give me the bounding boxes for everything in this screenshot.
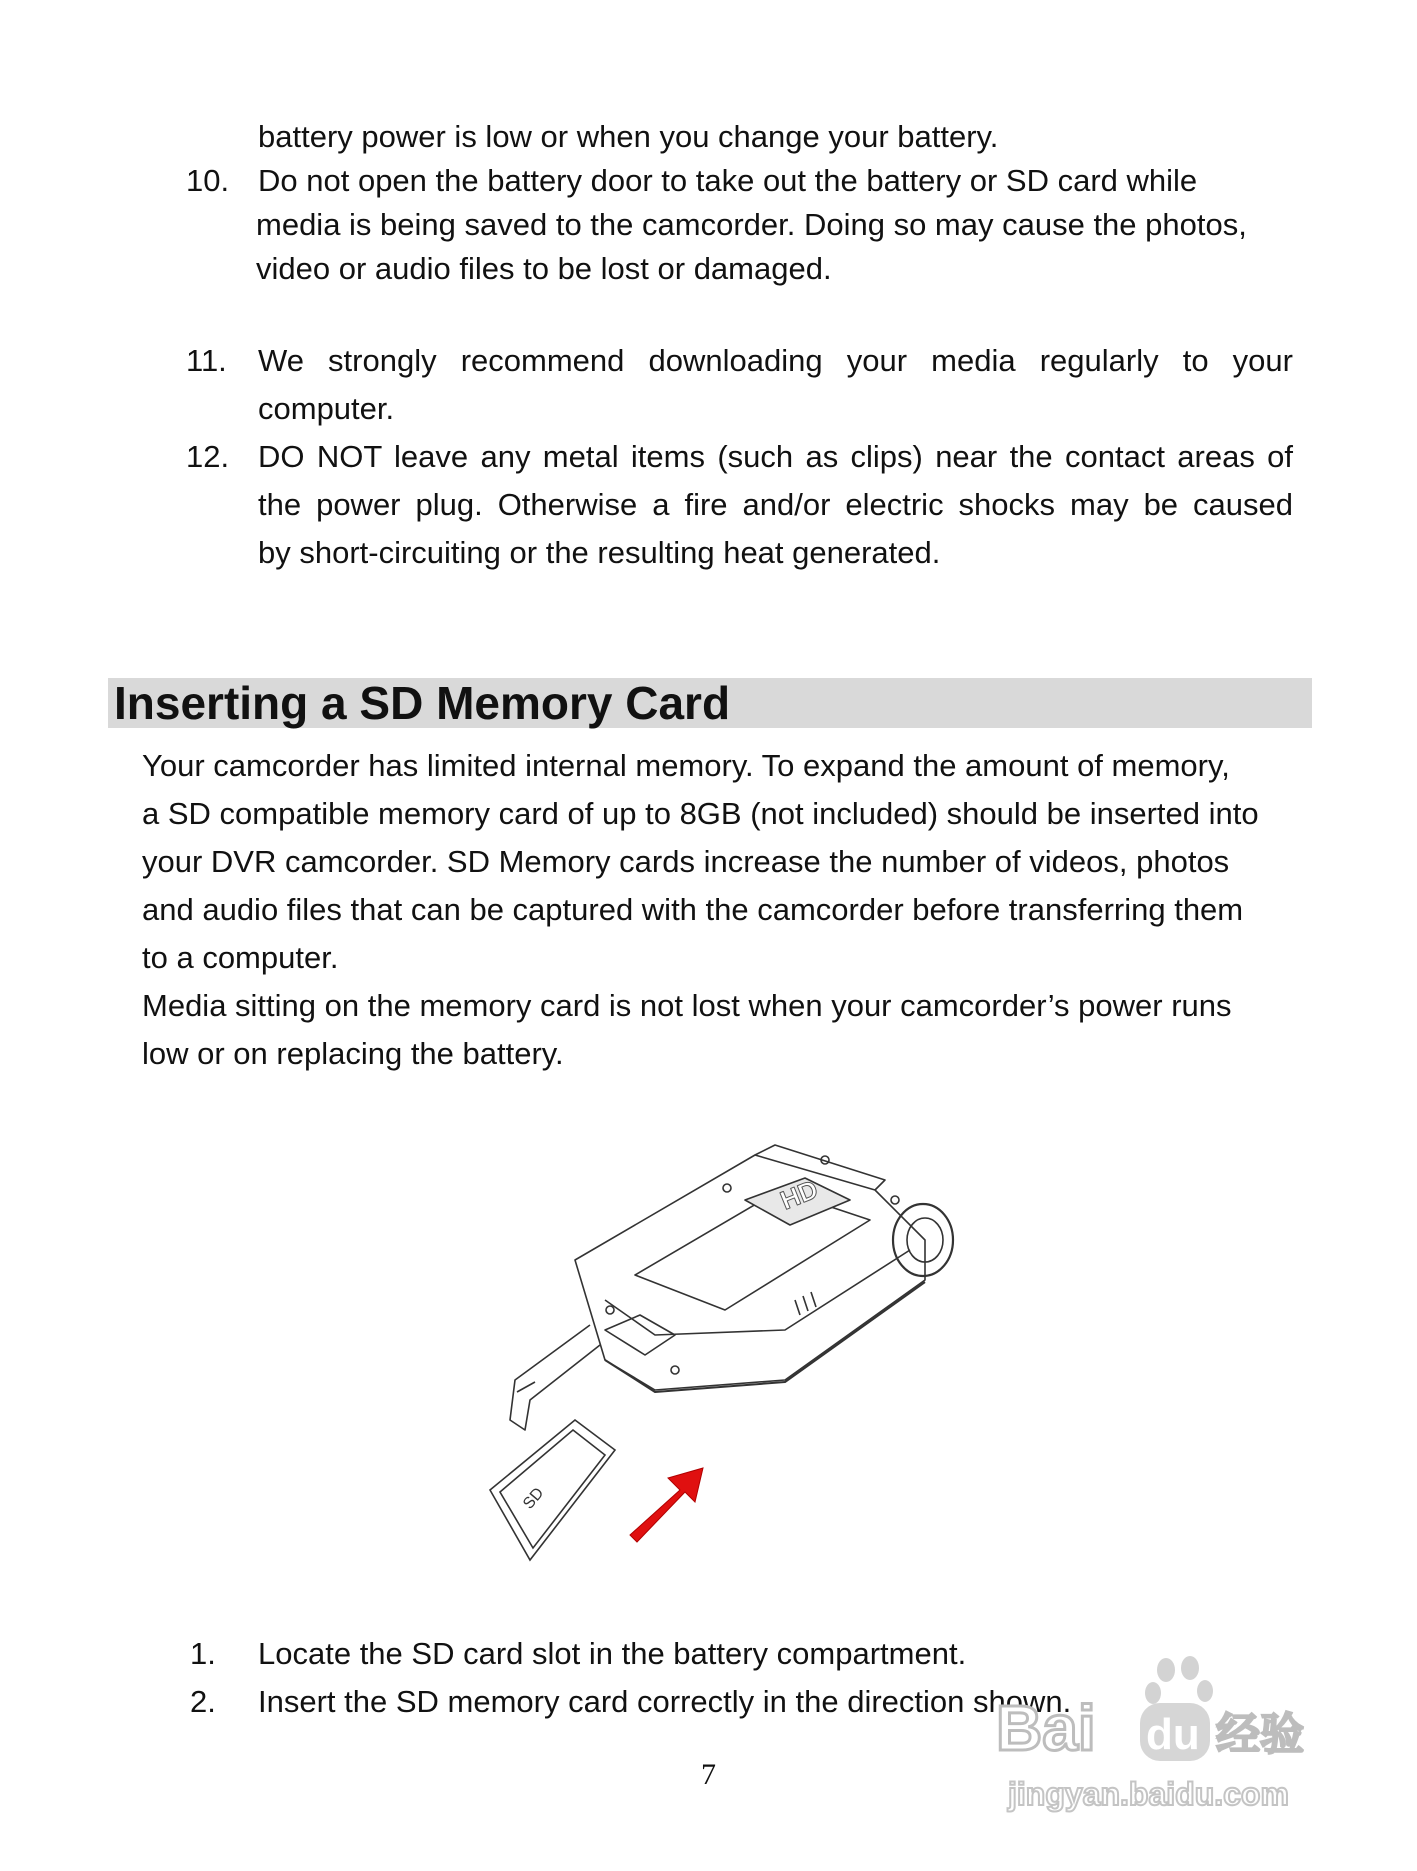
item-12-line-2: the power plug. Otherwise a fire and/or electric shocks may be caused: [258, 487, 1293, 522]
item-12-line-3: by short-circuiting or the resulting heat generated.: [258, 535, 941, 570]
hd-logo: HD: [776, 1173, 823, 1216]
paragraph-line-1: Your camcorder has limited internal memory. To expand the amount of memory,: [142, 748, 1230, 783]
sd-card-label: SD: [520, 1484, 548, 1513]
item-11-line-2: computer.: [258, 391, 395, 426]
step-2-number: 2.: [190, 1684, 216, 1719]
insertion-arrow-icon: [630, 1468, 703, 1542]
battery-door: [510, 1325, 600, 1430]
paw-icon: [1157, 1658, 1175, 1682]
paragraph-line-2: a SD compatible memory card of up to 8GB (not included) should be inserted into: [142, 796, 1259, 831]
watermark-brand: Bai: [996, 1692, 1096, 1764]
watermark-brand-cn: 经验: [1216, 1709, 1304, 1760]
lens-ring: [893, 1204, 953, 1276]
step-1-text: Locate the SD card slot in the battery compartment.: [258, 1636, 967, 1671]
watermark-brand-du: du: [1146, 1710, 1200, 1759]
step-1-number: 1.: [190, 1636, 216, 1671]
sd-card-insertion-figure: [455, 1130, 975, 1605]
paragraph-line-7: low or on replacing the battery.: [142, 1036, 564, 1071]
paragraph-line-4: and audio files that can be captured with the camcorder before transferring them: [142, 892, 1244, 927]
item-10-number: 10.: [186, 163, 230, 198]
page-number: 7: [701, 1758, 716, 1791]
continuation-text: battery power is low or when you change your battery.: [258, 119, 999, 154]
step-2-text: Insert the SD memory card correctly in the direction shown.: [258, 1684, 1072, 1719]
item-12-line-1: DO NOT leave any metal items (such as clips) near the contact areas of: [258, 439, 1293, 474]
watermark-url: jingyan.baidu.com: [1008, 1776, 1289, 1812]
item-10-line-3: video or audio files to be lost or damaged.: [256, 251, 832, 286]
paragraph-line-6: Media sitting on the memory card is not lost when your camcorder’s power runs: [142, 988, 1232, 1023]
paragraph-line-5: to a computer.: [142, 940, 339, 975]
item-11-line-1: We strongly recommend downloading your media regularly to your: [258, 343, 1293, 378]
baidu-watermark: [990, 1655, 1350, 1830]
section-heading: Inserting a SD Memory Card: [114, 677, 731, 729]
item-12-number: 12.: [186, 439, 230, 474]
item-10-line-2: media is being saved to the camcorder. Doing so may cause the photos,: [256, 207, 1247, 242]
item-10-line-1: Do not open the battery door to take out the battery or SD card while: [258, 163, 1198, 198]
item-11-number: 11.: [186, 343, 227, 378]
sd-card: [490, 1420, 615, 1560]
paragraph-line-3: your DVR camcorder. SD Memory cards increase the number of videos, photos: [142, 844, 1230, 879]
camcorder-body: [575, 1155, 925, 1390]
